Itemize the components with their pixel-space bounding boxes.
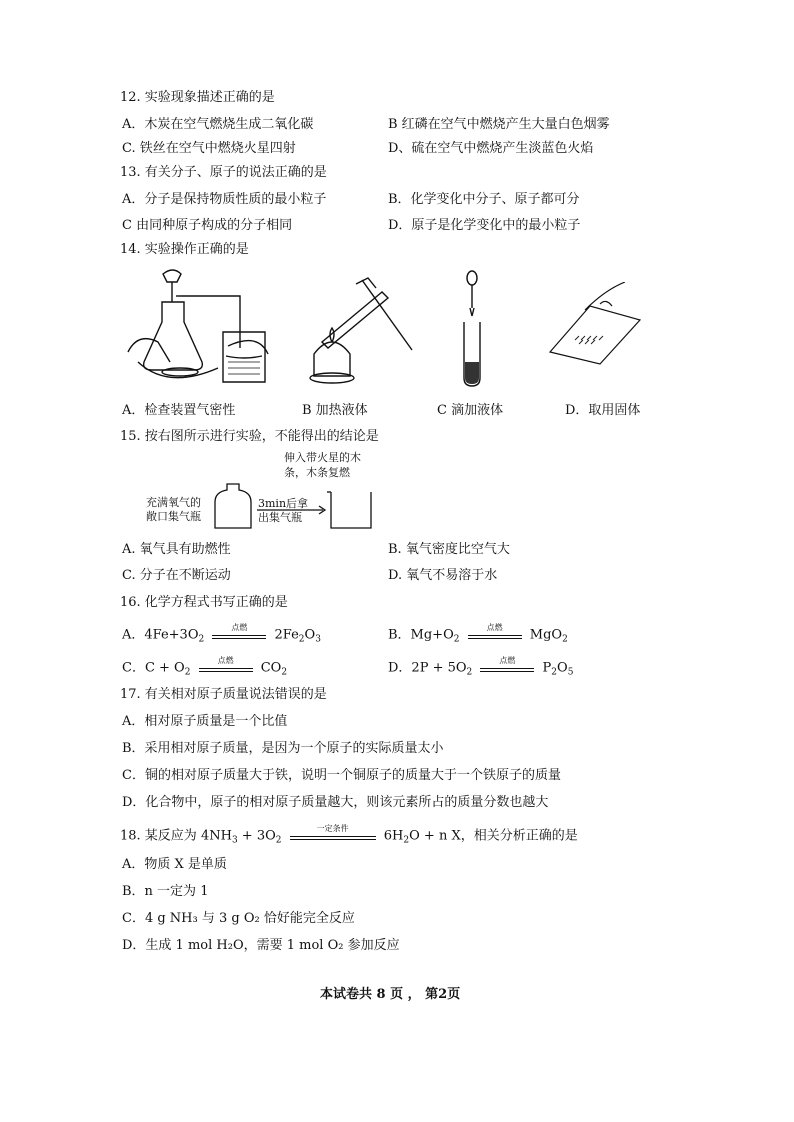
fig-arrow-label-1: 3min后拿	[258, 497, 309, 510]
q16-a-reactants: A．4Fe+3O	[122, 627, 199, 643]
q15-stem: 15. 按右图所示进行实验，不能得出的结论是	[120, 429, 379, 444]
q12-option-d[interactable]: D、硫在空气中燃烧产生淡蓝色火焰	[388, 141, 594, 156]
dropping-liquid-figure	[450, 262, 510, 390]
fig-arrow-label-2: 出集气瓶	[258, 511, 302, 524]
reaction-condition: 点燃	[217, 656, 234, 665]
q14-stem: 14. 实验操作正确的是	[120, 242, 249, 257]
q14-option-c[interactable]: C 滴加液体	[437, 403, 504, 418]
q15-option-c[interactable]: C. 分子在不断运动	[122, 568, 231, 583]
q15-option-a[interactable]: A. 氧气具有助燃性	[122, 542, 231, 557]
q18-option-a[interactable]: A．物质 X 是单质	[122, 857, 227, 872]
q16-d-products: P	[542, 660, 552, 676]
q18-option-d[interactable]: D．生成 1 mol H₂O，需要 1 mol O₂ 参加反应	[122, 938, 400, 953]
q18-stem-pre: 18. 某反应为 4NH	[120, 828, 232, 844]
q14-option-b[interactable]: B 加热液体	[302, 403, 368, 418]
page-footer: 本试卷共 8 页 ， 第2页	[320, 987, 461, 1002]
fig-left-label-2: 敞口集气瓶	[146, 510, 201, 523]
q16-c-products: CO	[260, 660, 282, 676]
q18-option-c[interactable]: C．4 g NH₃ 与 3 g O₂ 恰好能完全反应	[122, 911, 355, 926]
q16-b-products: MgO	[529, 627, 563, 643]
q16-option-c[interactable]: C．$C + O_2$ 点燃 $CO_2$	[122, 656, 288, 678]
q17-stem: 17. 有关相对原子质量说法错误的是	[120, 687, 327, 702]
heating-liquid-figure	[292, 262, 422, 390]
fig-left-label-1: 充满氧气的	[146, 496, 201, 509]
q17-option-a[interactable]: A．相对原子质量是一个比值	[122, 714, 288, 729]
q13-option-d[interactable]: D．原子是化学变化中的最小粒子	[388, 218, 581, 233]
reaction-condition: 一定条件	[316, 824, 349, 833]
q16-option-a[interactable]: A．$4Fe+3O_2$ 点燃 $2Fe_2O_3$	[122, 623, 321, 645]
reaction-condition: 点燃	[231, 623, 248, 632]
q12-option-c[interactable]: C. 铁丝在空气中燃烧火星四射	[122, 141, 296, 156]
reaction-arrow	[212, 623, 266, 642]
q12-option-a[interactable]: A．木炭在空气燃烧生成二氧化碳	[122, 117, 314, 132]
q16-stem: 16. 化学方程式书写正确的是	[120, 595, 288, 610]
q16-b-reactants: B．Mg+O	[388, 627, 454, 643]
q17-option-d[interactable]: D．化合物中，原子的相对原子质量越大，则该元素所占的质量分数也越大	[122, 795, 549, 810]
q13-option-a[interactable]: A．分子是保持物质性质的最小粒子	[122, 192, 327, 207]
q17-option-b[interactable]: B．采用相对原子质量，是因为一个原子的实际质量太小	[122, 741, 444, 756]
taking-solid-figure	[545, 282, 645, 367]
reaction-condition: 点燃	[499, 656, 516, 665]
q15-option-b[interactable]: B. 氧气密度比空气大	[388, 542, 510, 557]
q17-option-c[interactable]: C．铜的相对原子质量大于铁，说明一个铜原子的质量大于一个铁原子的质量	[122, 768, 561, 783]
q15-option-d[interactable]: D. 氧气不易溶于水	[388, 568, 498, 583]
reaction-arrow	[468, 623, 522, 642]
reaction-arrow	[480, 656, 534, 675]
q12-stem: 12. 实验现象描述正确的是	[120, 90, 275, 105]
q18-stem: 18. 某反应为 $4NH_3 + 3O_2$ 一定条件 $6H_2O + n$ X，相关分析正确的是	[120, 824, 578, 846]
q16-c-reactants: C．C + O	[122, 660, 185, 676]
q16-option-b[interactable]: B．$Mg+O_2$ 点燃 MgO$_2$	[388, 623, 568, 645]
q16-a-products: 2Fe	[274, 627, 299, 643]
fig-top-label-2: 条，木条复燃	[284, 466, 350, 479]
q13-option-c[interactable]: C 由同种原子构成的分子相同	[122, 218, 293, 233]
q12-option-b[interactable]: B 红磷在空气中燃烧产生大量白色烟雾	[388, 117, 610, 132]
fig-top-label-1: 伸入带火星的木	[284, 451, 361, 464]
reaction-arrow	[290, 824, 376, 843]
q13-option-b[interactable]: B．化学变化中分子、原子都可分	[388, 192, 580, 207]
q14-option-d[interactable]: D．取用固体	[565, 403, 641, 418]
q18-stem-post: O + n X，相关分析正确的是	[409, 828, 578, 844]
oxygen-bottle-figure	[205, 480, 385, 532]
reaction-arrow	[199, 656, 253, 675]
q18-option-b[interactable]: B．n 一定为 1	[122, 884, 209, 899]
q14-option-a[interactable]: A．检查装置气密性	[122, 403, 236, 418]
q16-option-d[interactable]: D．$2P + 5O_2$ 点燃 $P_2O_5$	[388, 656, 574, 678]
q13-stem: 13. 有关分子、原子的说法正确的是	[120, 165, 327, 180]
reaction-condition: 点燃	[486, 623, 503, 632]
q18-stem-mid: 6H	[383, 828, 404, 844]
airtightness-check-figure	[118, 262, 278, 390]
q16-d-reactants: D．2P + 5O	[388, 660, 467, 676]
